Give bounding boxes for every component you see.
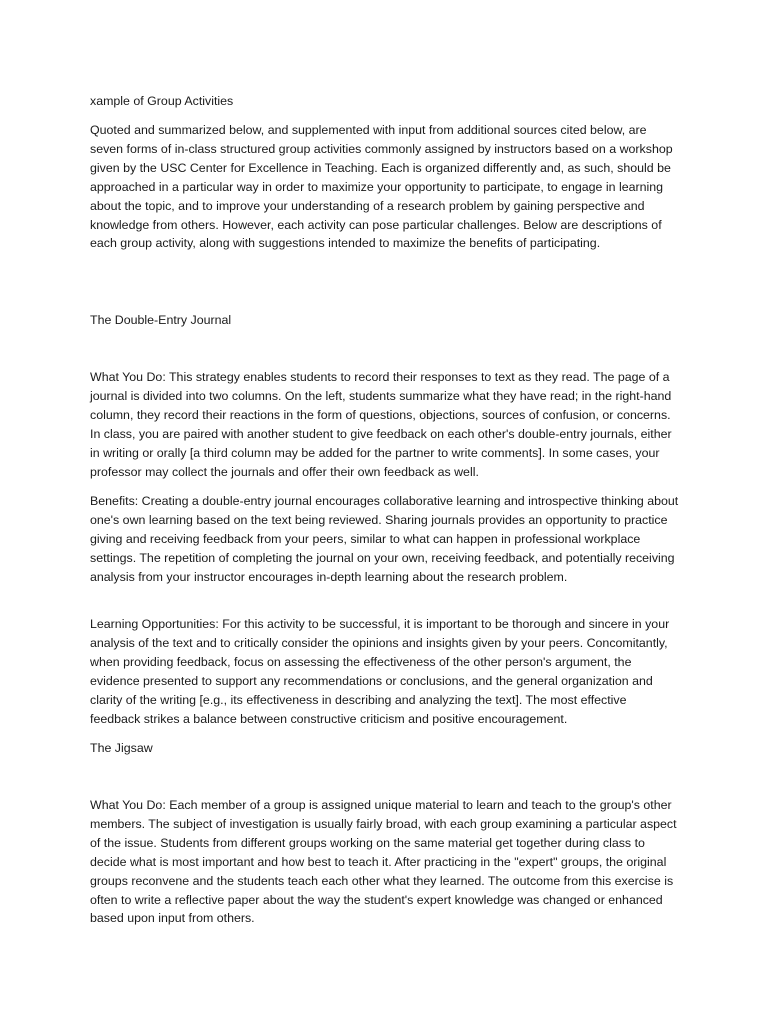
document-title: xample of Group Activities [90,94,234,108]
paragraph-what-you-do-jigsaw: What You Do: Each member of a group is assigned unique material to learn and teach to the group's other members. The subject of investigation is usually fairly broad, with each group examining a particular aspect of the issue. Students from different groups working on the same material get together during class to decide what is most important and how best to teach it. After practicing in the "expert" groups, the original groups reconvene and the students teach each other what they learned. The outcome from this exercise is often to write a reflective paper about the way the student's expert knowledge was changed or enhanced based upon input from others. [90,798,677,926]
paragraph-what-you-do-journal: What You Do: This strategy enables students to record their responses to text as they read. The page of a journal is divided into two columns. On the left, students summarize what they have read; in the right-hand column, they record their reactions in the form of questions, objections, sources of confusion, or concerns. In class, you are paired with another student to give feedback on each other's double-entry journals, either in writing or orally [a third column may be added for the partner to write comments]. In some cases, your professor may collect the journals and offer their own feedback as well. [90,370,672,479]
section-heading-double-entry-journal: The Double-Entry Journal [90,313,232,327]
paragraph-learning-opportunities-journal: Learning Opportunities: For this activity to be successful, it is important to be thorough and sincere in your analysis of the text and to critically consider the opinions and insights given by your peers. Concomitantly, when providing feedback, focus on assessing the effectiveness of the other person's argument, the evidence presented to support any recommendations or conclusions, and the general organization and clarity of the writing [e.g., its effectiveness in describing and analyzing the text]. The most effective feedback strikes a balance between constructive criticism and positive encouragement. [90,617,670,726]
paragraph-benefits-journal: Benefits: Creating a double-entry journal encourages collaborative learning and introspective thinking about one's own learning based on the text being reviewed. Sharing journals provides an opportunity to practice giving and receiving feedback from your peers, similar to what can happen in professional workplace settings. The repetition of completing the journal on your own, receiving feedback, and potentially receiving analysis from your instructor encourages in-depth learning about the research problem. [90,494,679,584]
section-heading-jigsaw: The Jigsaw [90,741,153,755]
intro-paragraph: Quoted and summarized below, and supplemented with input from additional sources cited below, are seven forms of in-class structured group activities commonly assigned by instructors based on a workshop given by the USC Center for Excellence in Teaching. Each is organized differently and, as such, should be approached in a particular way in order to maximize your opportunity to participate, to engage in learning about the topic, and to improve your understanding of a research problem by gaining perspective and knowledge from others. However, each activity can pose particular challenges. Below are descriptions of each group activity, along with suggestions intended to maximize the benefits of participating. [90,123,673,251]
